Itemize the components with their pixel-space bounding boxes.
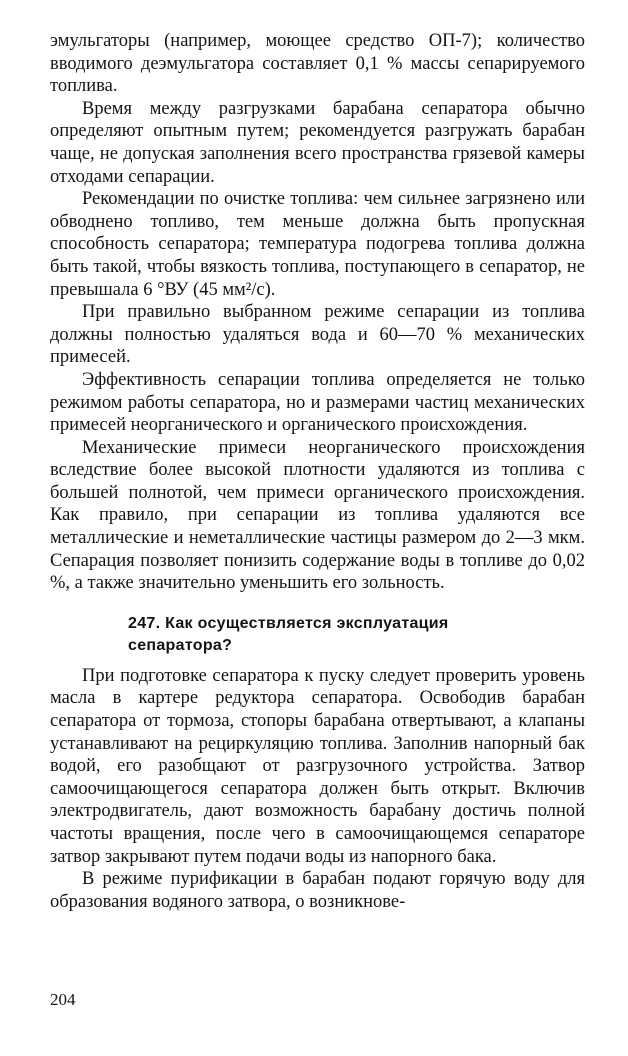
paragraph-6: Механические примеси неорганического происхождения вследствие более высокой плотности удаляются из топлива с большей полнотой, чем примеси органического происхождения. Как правило, при сепарации из топлива удаляются все металлические и неметаллические частицы размером до 2—3 мкм. Сепарация позволяет понизить содержание воды в топливе до 0,02 %, а также значительно уменьшить его зольность. — [50, 437, 585, 594]
paragraph-4: При правильно выбранном режиме сепарации из топлива должны полностью удаляться вода и 60—70 % механических примесей. — [50, 302, 585, 368]
paragraph-2: Время между разгрузками барабана сепаратора обычно определяют опытным путем; рекомендуется разгружать барабан чаще, не допуская заполнения всего пространства грязевой камеры отходами сепарации. — [50, 98, 585, 187]
page-body — [50, 30, 585, 913]
page-number: 204 — [50, 990, 76, 1009]
paragraph-8: В режиме пурификации в барабан подают горячую воду для образования водяного затвора, о возникнове- — [50, 869, 585, 912]
paragraph-1: эмульгаторы (например, моющее средство ОП-7); количество вводимого деэмульгатора составляет 0,1 % массы сепарируемого топлива. — [50, 31, 585, 97]
section-heading-line-2: сепаратора? — [128, 636, 233, 654]
paragraph-3: Рекомендации по очистке топлива: чем сильнее загрязнено или обводнено топливо, тем меньше должна быть пропускная способность сепаратора; температура подогрева топлива должна быть такой, чтобы вязкость топлива, поступающего в сепаратор, не превышала 6 °ВУ (45 мм²/с). — [50, 189, 585, 300]
paragraph-7: При подготовке сепаратора к пуску следует проверить уровень масла в картере редуктора сепаратора. Освободив барабан сепаратора от тормоза, стопоры барабана отвертывают, а клапаны устанавливают на рециркуляцию топлива. Заполнив напорный бак водой, его разобщают от разгрузочного устройства. Затвор самоочищающегося сепаратора должен быть открыт. Включив электродвигатель, дают возможность барабану достичь полной частоты вращения, после чего в самоочищающемся сепараторе затвор закрывают путем подачи воды из напорного бака. — [50, 665, 585, 867]
section-heading — [50, 613, 585, 657]
section-heading-line-1: 247. Как осуществляется эксплуатация — [128, 614, 449, 632]
paragraph-5: Эффективность сепарации топлива определяется не только режимом работы сепаратора, но и размерами частиц механических примесей неорганического и органического происхождения. — [50, 369, 585, 436]
